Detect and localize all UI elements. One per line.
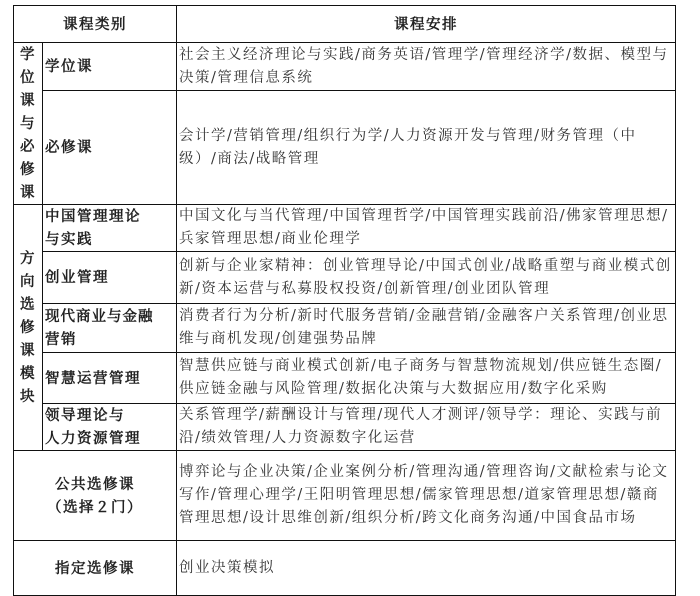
group-direction-elective: 方 向 选 修 课 模 块 xyxy=(14,205,43,451)
header-row xyxy=(14,6,676,43)
courses-cell: 消费者行为分析/新时代服务营销/金融营销/金融客户关系管理/创业思维与商机发现/创建强势品牌 xyxy=(177,304,676,353)
course-table xyxy=(13,5,676,596)
header-schedule: 课程安排 xyxy=(177,6,676,43)
header-category: 课程类别 xyxy=(14,6,177,43)
category-cell: 现代商业与金融 营销 xyxy=(43,304,177,353)
category-cell: 创业管理 xyxy=(43,252,177,304)
group-degree-required: 学 位 课 与 必 修 课 xyxy=(14,43,43,205)
category-cell: 领导理论与 人力资源管理 xyxy=(43,404,177,451)
category-cell: 智慧运营管理 xyxy=(43,353,177,404)
table-row xyxy=(14,304,676,353)
table-row xyxy=(14,91,676,205)
courses-cell: 博弈论与企业决策/企业案例分析/管理沟通/管理咨询/文献检索与论文写作/管理心理学/王阳明管理思想/儒家管理思想/道家管理思想/赣商管理思想/设计思维创新/组织分析/跨文化商务沟通/中国食品市场 xyxy=(177,451,676,541)
category-cell: 必修课 xyxy=(43,91,177,205)
table-row xyxy=(14,353,676,404)
category-cell: 中国管理理论 与实践 xyxy=(43,205,177,252)
courses-cell: 社会主义经济理论与实践/商务英语/管理学/管理经济学/数据、模型与决策/管理信息系统 xyxy=(177,43,676,91)
table-row xyxy=(14,205,676,252)
category-cell: 学位课 xyxy=(43,43,177,91)
category-cell: 指定选修课 xyxy=(14,541,177,596)
category-cell: 公共选修课 （选择２门） xyxy=(14,451,177,541)
table-row xyxy=(14,252,676,304)
courses-cell: 会计学/营销管理/组织行为学/人力资源开发与管理/财务管理（中级）/商法/战略管理 xyxy=(177,91,676,205)
courses-cell: 创新与企业家精神：创业管理导论/中国式创业/战略重塑与商业模式创新/资本运营与私募股权投资/创新管理/创业团队管理 xyxy=(177,252,676,304)
courses-cell: 智慧供应链与商业模式创新/电子商务与智慧物流规划/供应链生态圈/供应链金融与风险管理/数据化决策与大数据应用/数字化采购 xyxy=(177,353,676,404)
courses-cell: 创业决策模拟 xyxy=(177,541,676,596)
table-row xyxy=(14,43,676,91)
courses-cell: 中国文化与当代管理/中国管理哲学/中国管理实践前沿/佛家管理思想/兵家管理思想/商业伦理学 xyxy=(177,205,676,252)
courses-cell: 关系管理学/薪酬设计与管理/现代人才测评/领导学：理论、实践与前沿/绩效管理/人力资源数字化运营 xyxy=(177,404,676,451)
table-row xyxy=(14,451,676,541)
table-row xyxy=(14,404,676,451)
table-row xyxy=(14,541,676,596)
